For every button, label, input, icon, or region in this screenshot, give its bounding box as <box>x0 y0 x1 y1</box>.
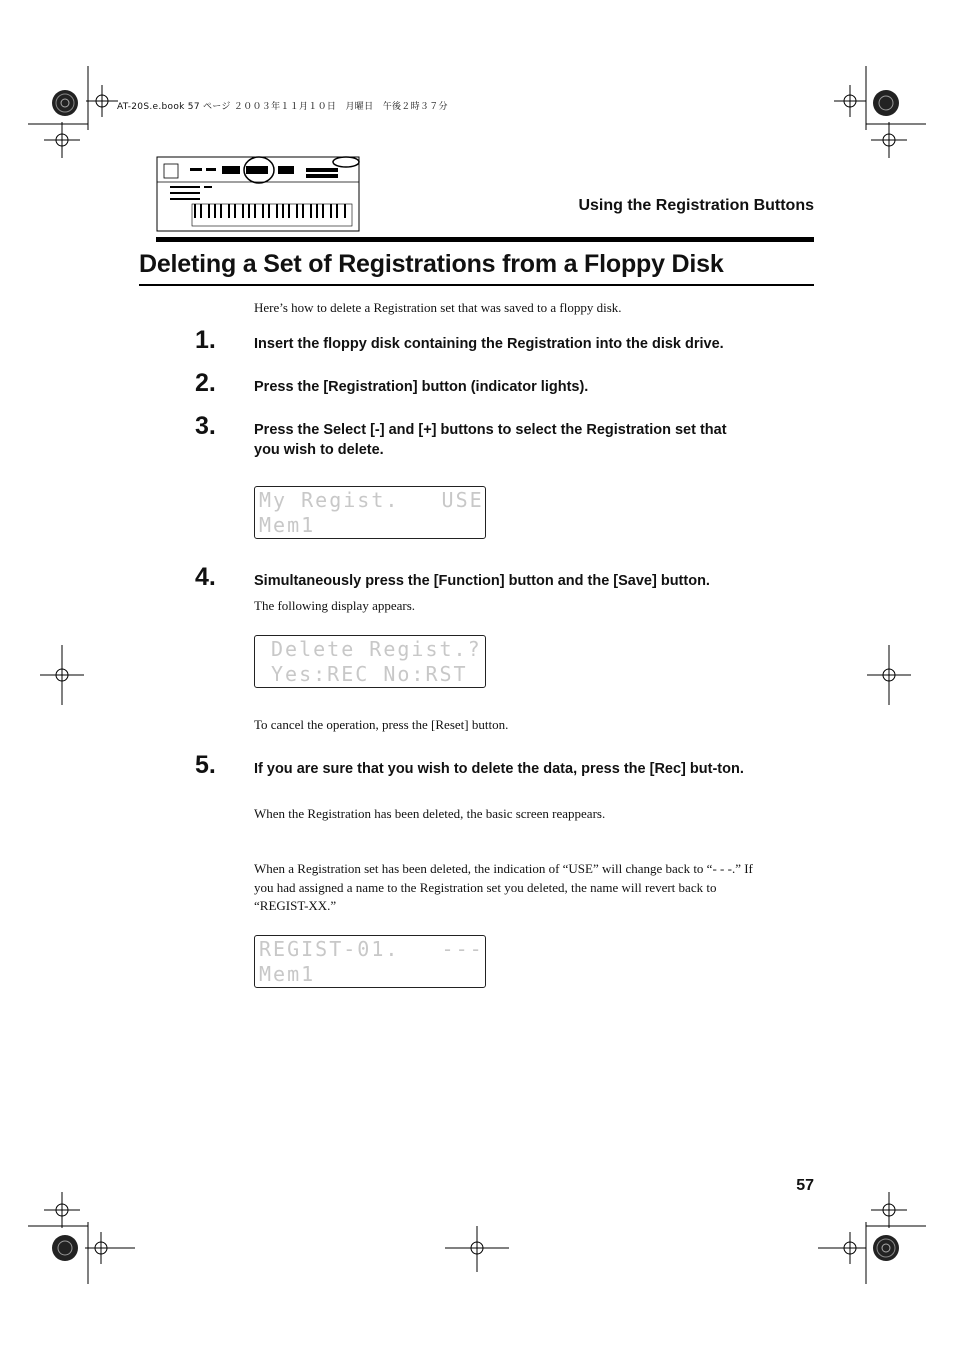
cancel-note: To cancel the operation, press the [Reset] button. <box>254 717 509 732</box>
lcd-line: Yes:REC No:RST <box>271 662 468 686</box>
step-text: Press the [Registration] button (indicator lights). <box>254 379 589 395</box>
page-heading: Deleting a Set of Registrations from a Floppy Disk <box>139 250 724 278</box>
step-note: The following display appears. <box>254 598 416 613</box>
step-note: When the Registration has been deleted, the basic screen reappears. <box>254 806 606 821</box>
step-text: Simultaneously press the [Function] button and the [Save] button. <box>254 573 710 589</box>
lcd-line: Delete Regist.? <box>271 637 482 661</box>
step-number: 1. <box>195 326 216 354</box>
lcd-line: My Regist. USE <box>259 488 484 512</box>
step-number: 5. <box>195 751 216 779</box>
step-number: 4. <box>195 563 216 591</box>
step-text: If you are sure that you wish to delete the data, press the [Rec] but-ton. <box>254 761 744 777</box>
lcd-display <box>254 935 486 988</box>
lcd-display <box>254 635 486 688</box>
step-text: Insert the floppy disk containing the Registration into the disk drive. <box>254 336 724 352</box>
print-info: AT-20S.e.book 57 ページ ２００３年１１月１０日 月曜日 午後２時３７分 <box>117 102 448 112</box>
closing-note: When a Registration set has been deleted, the indication of “USE” will change back to “- - -.” If you had assigned a name to the Registration set you deleted, the name will revert back to “REGIST-XX.” <box>254 861 753 913</box>
organ-panel-illustration <box>156 154 362 234</box>
heading-underline <box>139 284 814 286</box>
lcd-line: Mem1 <box>259 513 316 537</box>
lcd-line: Mem1 <box>259 962 316 986</box>
page-number: 57 <box>796 1177 814 1194</box>
top-rule <box>156 237 814 242</box>
step-text: Press the Select [-] and [+] buttons to select the Registration set that you wish to delete. <box>254 422 727 458</box>
intro-text: Here’s how to delete a Registration set that was saved to a floppy disk. <box>254 300 622 315</box>
step-number: 2. <box>195 369 216 397</box>
section-title: Using the Registration Buttons <box>578 197 814 214</box>
lcd-display <box>254 486 486 539</box>
step-number: 3. <box>195 412 216 440</box>
lcd-line: REGIST-01. --- <box>259 937 484 961</box>
